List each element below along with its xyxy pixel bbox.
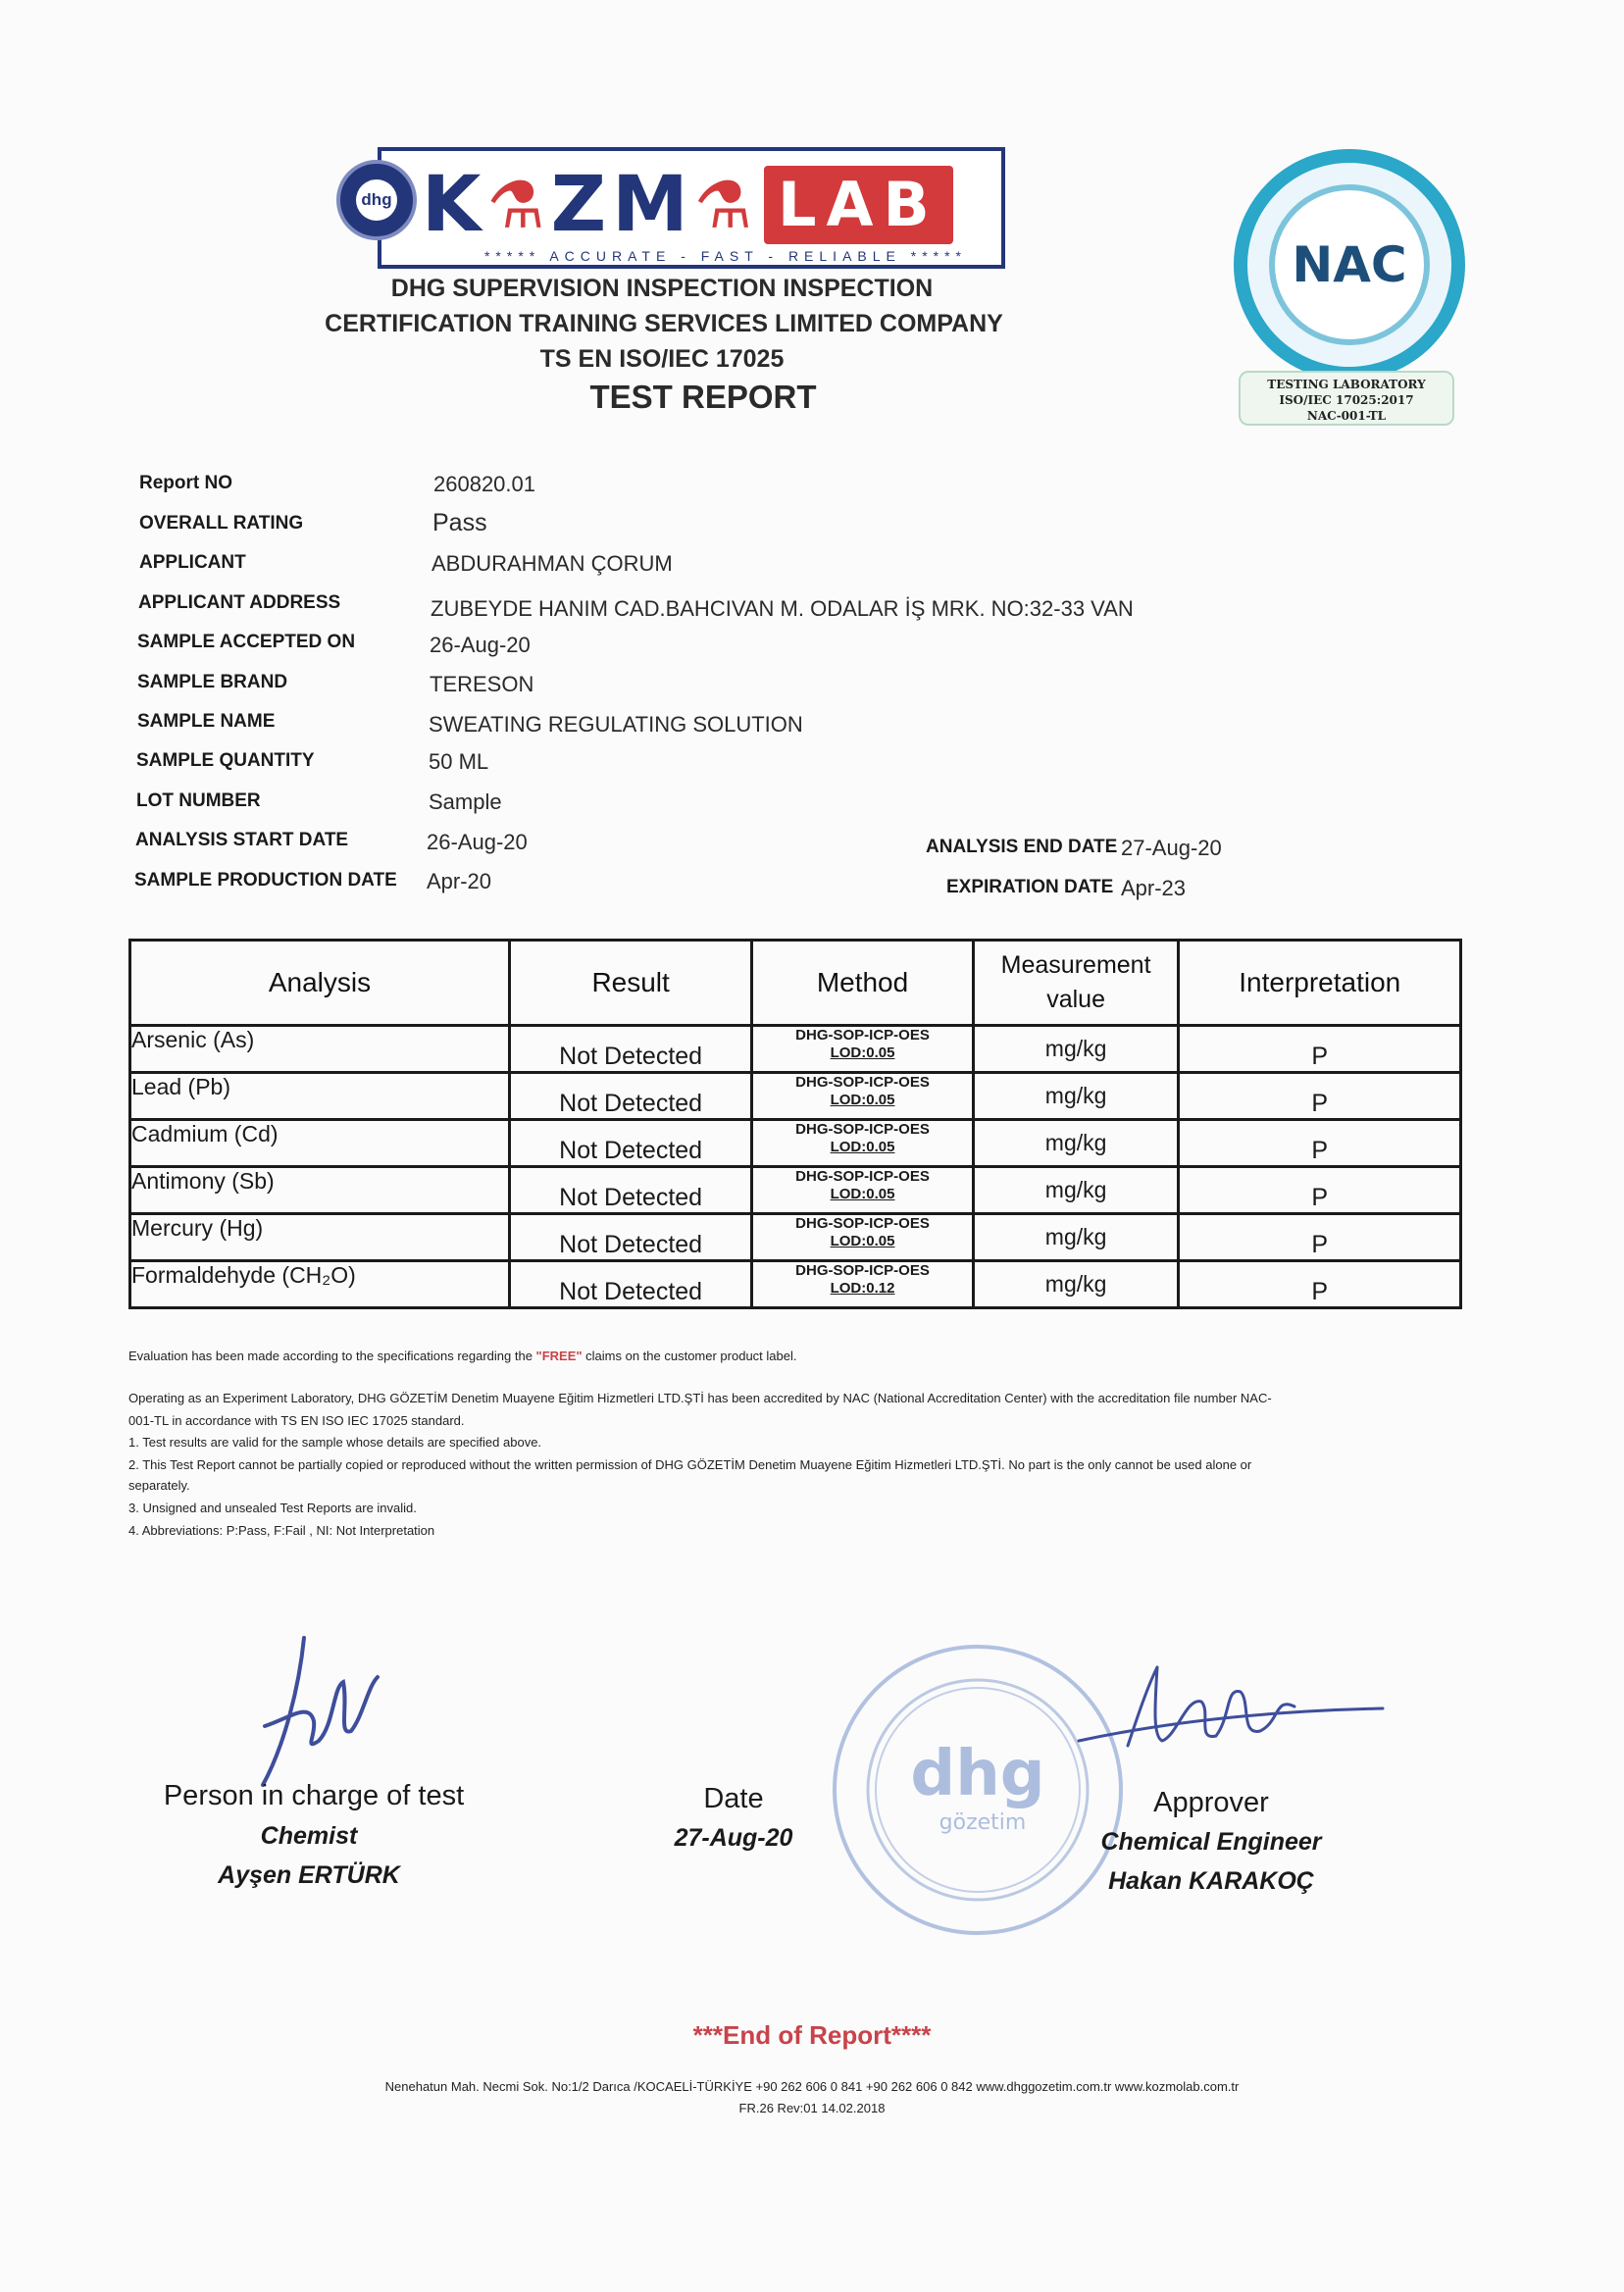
chemist-signature xyxy=(245,1628,412,1795)
method-lod: LOD:0.05 xyxy=(830,1092,895,1108)
unit-cell: mg/kg xyxy=(973,1120,1179,1167)
unit-cell: mg/kg xyxy=(973,1073,1179,1120)
sample-brand-label: SAMPLE BRAND xyxy=(137,672,288,692)
report-no-value: 260820.01 xyxy=(433,472,535,496)
note-item-2-line2: separately. xyxy=(128,1478,190,1493)
header-interpretation: Interpretation xyxy=(1179,941,1461,1026)
sample-quantity-value: 50 ML xyxy=(429,749,489,774)
expiration-date-value: Apr-23 xyxy=(1121,876,1187,900)
result-cell: Not Detected xyxy=(509,1120,751,1167)
end-of-report: ***End of Report**** xyxy=(692,2020,932,2050)
interpretation-cell: P xyxy=(1179,1261,1461,1308)
approver-signature xyxy=(1069,1657,1393,1775)
flask-icon: ⚗ xyxy=(693,167,758,243)
method-code: DHG-SOP-ICP-OES xyxy=(795,1074,930,1091)
logo-tagline: ***** ACCURATE - FAST - RELIABLE ***** xyxy=(483,248,968,264)
interpretation-cell: P xyxy=(1179,1120,1461,1167)
nac-line3: NAC-001-TL xyxy=(1306,409,1387,423)
approver-heading: Approver xyxy=(1153,1787,1269,1818)
flask-icon: ⚗ xyxy=(486,167,551,243)
method-cell xyxy=(752,1214,973,1261)
wordmark-lab: LAB xyxy=(764,166,953,244)
analysis-cell: Formaldehyde (CH₂O) xyxy=(130,1261,510,1308)
company-name-line2: CERTIFICATION TRAINING SERVICES LIMITED COMPANY xyxy=(325,310,1003,337)
evaluation-note xyxy=(128,1349,796,1363)
result-cell: Not Detected xyxy=(509,1073,751,1120)
dhg-seal-logo xyxy=(336,160,417,240)
sample-brand-value: TERESON xyxy=(430,672,534,696)
interpretation-cell: P xyxy=(1179,1214,1461,1261)
interpretation-cell: P xyxy=(1179,1026,1461,1073)
method-cell xyxy=(752,1167,973,1214)
evaluation-free-tag: "FREE" xyxy=(535,1349,583,1363)
evaluation-prefix: Evaluation has been made according to the specifications regarding the xyxy=(128,1349,536,1363)
interpretation-cell: P xyxy=(1179,1167,1461,1214)
lot-number-value: Sample xyxy=(429,789,502,814)
applicant-label: APPLICANT xyxy=(139,552,246,573)
table-row xyxy=(130,1214,1461,1261)
lot-number-label: LOT NUMBER xyxy=(136,790,261,811)
results-table xyxy=(128,939,1462,1309)
evaluation-suffix: claims on the customer product label. xyxy=(582,1349,797,1363)
analysis-cell: Lead (Pb) xyxy=(130,1073,510,1120)
method-code: DHG-SOP-ICP-OES xyxy=(795,1168,930,1185)
sample-production-date-label: SAMPLE PRODUCTION DATE xyxy=(134,870,397,891)
table-row xyxy=(130,1167,1461,1214)
method-code: DHG-SOP-ICP-OES xyxy=(795,1027,930,1044)
dhg-seal-text: dhg xyxy=(356,179,397,221)
table-row xyxy=(130,1026,1461,1073)
method-cell xyxy=(752,1026,973,1073)
wordmark-zm: ZM xyxy=(550,161,694,249)
report-title: TEST REPORT xyxy=(589,379,817,415)
applicant-value: ABDURAHMAN ÇORUM xyxy=(431,551,673,576)
method-lod: LOD:0.05 xyxy=(830,1186,895,1202)
table-row xyxy=(130,1120,1461,1167)
sample-accepted-on-label: SAMPLE ACCEPTED ON xyxy=(137,632,356,652)
header-measurement-value xyxy=(973,941,1179,1026)
kozmolab-wordmark xyxy=(422,162,953,248)
nac-logo-text: NAC xyxy=(1269,184,1430,345)
unit-cell: mg/kg xyxy=(973,1167,1179,1214)
table-row xyxy=(130,1261,1461,1308)
header-measurement-line1: Measurement xyxy=(1000,951,1151,979)
date-value: 27-Aug-20 xyxy=(674,1824,793,1852)
interpretation-cell: P xyxy=(1179,1073,1461,1120)
person-in-charge-heading: Person in charge of test xyxy=(163,1780,465,1811)
unit-cell: mg/kg xyxy=(973,1214,1179,1261)
accreditation-note-line1: Operating as an Experiment Laboratory, DHG GÖZETİM Denetim Muayene Eğitim Hizmetleri LTD.ŞTİ has been accredited by NAC (National Accreditation Center) with the accreditation file number NAC- xyxy=(128,1391,1272,1405)
applicant-address-value: ZUBEYDE HANIM CAD.BAHCIVAN M. ODALAR İŞ MRK. NO:32-33 VAN xyxy=(431,596,1134,621)
stamp-sub-text: gözetim xyxy=(939,1810,1027,1835)
table-row xyxy=(130,1073,1461,1120)
company-name-line1: DHG SUPERVISION INSPECTION INSPECTION xyxy=(390,275,934,302)
footer-form-code: FR.26 Rev:01 14.02.2018 xyxy=(738,2101,886,2115)
note-item-2-line1: 2. This Test Report cannot be partially copied or reproduced without the written permission of DHG GÖZETİM Denetim Muayene Eğitim Hizmetleri LTD.ŞTİ. No part is the only cannot be used alone or xyxy=(128,1457,1252,1472)
result-cell: Not Detected xyxy=(509,1261,751,1308)
overall-rating-value: Pass xyxy=(432,509,487,536)
method-lod: LOD:0.12 xyxy=(830,1280,895,1297)
analysis-cell: Antimony (Sb) xyxy=(130,1167,510,1214)
applicant-address-label: APPLICANT ADDRESS xyxy=(138,592,341,613)
nac-accreditation-box xyxy=(1239,371,1454,426)
method-lod: LOD:0.05 xyxy=(830,1233,895,1249)
expiration-date-label: EXPIRATION DATE xyxy=(946,877,1114,897)
date-heading: Date xyxy=(703,1783,764,1814)
analysis-start-date-label: ANALYSIS START DATE xyxy=(135,830,349,850)
note-item-1: 1. Test results are valid for the sample whose details are specified above. xyxy=(128,1435,542,1450)
result-cell: Not Detected xyxy=(509,1214,751,1261)
method-cell xyxy=(752,1120,973,1167)
analysis-cell: Cadmium (Cd) xyxy=(130,1120,510,1167)
sample-quantity-label: SAMPLE QUANTITY xyxy=(136,750,315,771)
unit-cell: mg/kg xyxy=(973,1261,1179,1308)
analysis-start-date-value: 26-Aug-20 xyxy=(427,830,528,854)
table-header-row xyxy=(130,941,1461,1026)
method-cell xyxy=(752,1261,973,1308)
method-lod: LOD:0.05 xyxy=(830,1139,895,1155)
note-item-4: 4. Abbreviations: P:Pass, F:Fail , NI: Not Interpretation xyxy=(128,1523,435,1538)
overall-rating-label: OVERALL RATING xyxy=(139,513,304,534)
result-cell: Not Detected xyxy=(509,1026,751,1073)
header-measurement-line2: value xyxy=(1046,986,1105,1013)
note-item-3: 3. Unsigned and unsealed Test Reports are invalid. xyxy=(128,1501,417,1515)
sample-accepted-on-value: 26-Aug-20 xyxy=(430,633,531,657)
method-code: DHG-SOP-ICP-OES xyxy=(795,1262,930,1279)
analysis-end-date-label: ANALYSIS END DATE xyxy=(926,837,1118,857)
analysis-cell: Mercury (Hg) xyxy=(130,1214,510,1261)
header-result: Result xyxy=(509,941,751,1026)
stamp-center-text: dhg xyxy=(910,1738,1045,1810)
approver-name: Hakan KARAKOÇ xyxy=(1108,1867,1314,1895)
analysis-end-date-value: 27-Aug-20 xyxy=(1121,836,1222,860)
person-in-charge-name: Ayşen ERTÜRK xyxy=(218,1861,400,1889)
wordmark-k: K xyxy=(422,161,487,249)
unit-cell: mg/kg xyxy=(973,1026,1179,1073)
sample-name-value: SWEATING REGULATING SOLUTION xyxy=(429,712,803,737)
accreditation-note-line2: 001-TL in accordance with TS EN ISO IEC 17025 standard. xyxy=(128,1413,465,1428)
footer-address: Nenehatun Mah. Necmi Sok. No:1/2 Darıca /KOCAELİ-TÜRKİYE +90 262 606 0 841 +90 262 606 0 842 www.dhggozetim.com.tr www.kozmolab.com.tr xyxy=(384,2079,1240,2094)
standard-line: TS EN ISO/IEC 17025 xyxy=(539,345,785,373)
method-lod: LOD:0.05 xyxy=(830,1044,895,1061)
method-code: DHG-SOP-ICP-OES xyxy=(795,1215,930,1232)
sample-name-label: SAMPLE NAME xyxy=(137,711,276,732)
method-code: DHG-SOP-ICP-OES xyxy=(795,1121,930,1138)
header-analysis: Analysis xyxy=(130,941,510,1026)
nac-line1: TESTING LABORATORY xyxy=(1267,378,1426,391)
person-in-charge-role: Chemist xyxy=(260,1822,358,1850)
method-cell xyxy=(752,1073,973,1120)
nac-line2: ISO/IEC 17025:2017 xyxy=(1279,393,1414,407)
analysis-cell: Arsenic (As) xyxy=(130,1026,510,1073)
header-method: Method xyxy=(752,941,973,1026)
sample-production-date-value: Apr-20 xyxy=(427,869,492,893)
nac-logo xyxy=(1234,149,1465,381)
report-no-label: Report NO xyxy=(139,473,232,493)
result-cell: Not Detected xyxy=(509,1167,751,1214)
approver-role: Chemical Engineer xyxy=(1100,1828,1322,1856)
